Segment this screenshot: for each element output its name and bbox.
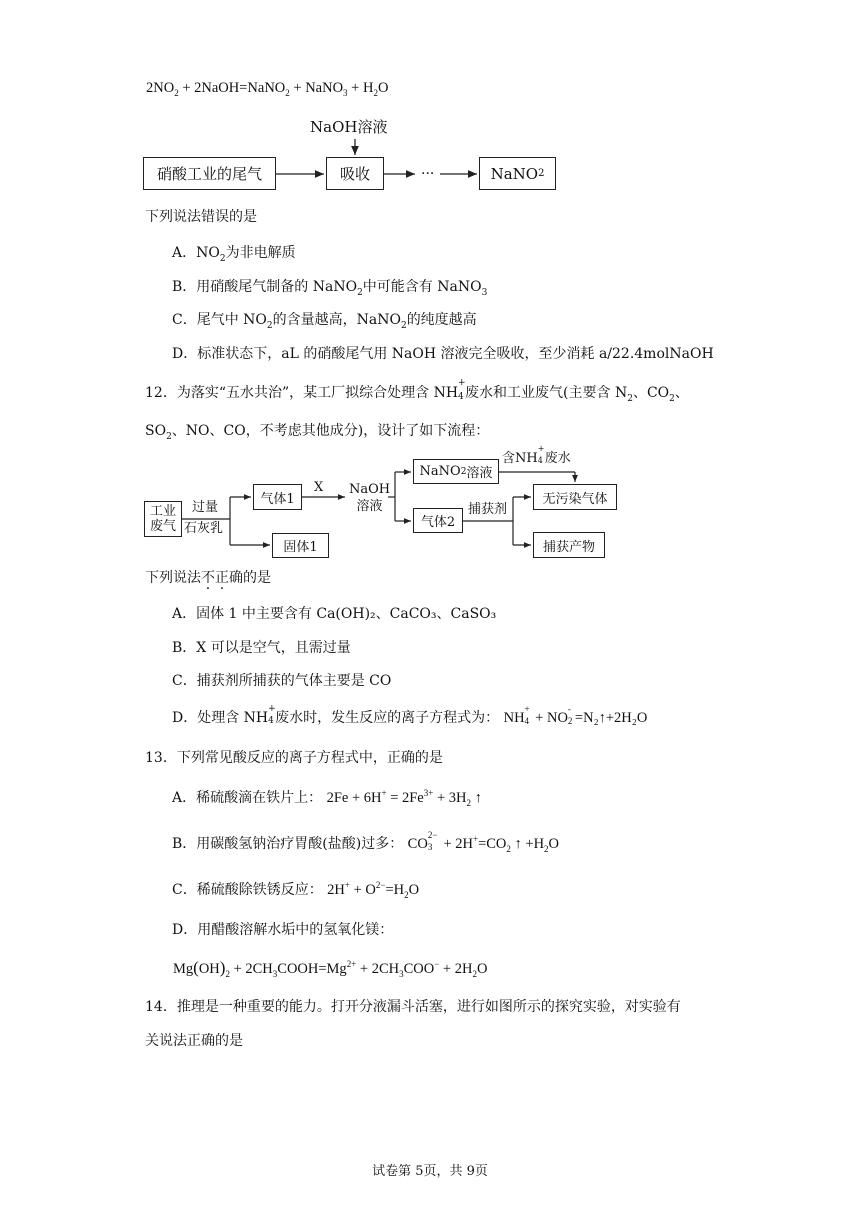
flow2-x-label: X	[314, 480, 324, 495]
flow1-nano2-box: NaNO 2	[479, 157, 556, 190]
q14-line2: 关说法正确的是	[145, 1033, 243, 1049]
flow1-naoh-label: NaOH溶液	[310, 118, 388, 136]
q12-option-a[interactable]: A．固体 1 中主要含有 Ca(OH)₂、CaCO₃、CaSO₃	[172, 606, 497, 622]
q13-option-c[interactable]: C．稀硫酸除铁锈反应： $2H^+ + O^{2-}=H_2O$	[172, 880, 420, 900]
page-footer: 试卷第 5页，共 9页	[372, 1164, 488, 1179]
q13-option-d[interactable]: D．用醋酸溶解水垢中的氢氧化镁：	[172, 922, 394, 938]
q12-line1: 12．为落实“五水共治”，某工厂拟综合处理含 NH + 4 废水和工业废气(主要含 $N_2$、$CO_2$、	[145, 378, 689, 404]
flow2-nh4-wastewater-label: 含NH + 4 废水	[502, 444, 571, 466]
q11-option-a[interactable]: A．$NO_2$为非电解质	[172, 245, 296, 264]
flow2-industrial-gas-box: 工业 废气	[144, 501, 182, 537]
q11-stem: 下列说法错误的是	[145, 209, 257, 225]
flow1-absorb-box: 吸收	[326, 157, 384, 190]
flow2-nonpolluting-gas-box: 无污染气体	[533, 484, 617, 510]
flow2-solid1-box: 固体1	[272, 533, 329, 558]
flow2-naoh-label: NaOH 溶液	[349, 482, 391, 514]
q13-option-a[interactable]: A．稀硫酸滴在铁片上： $2Fe + 6H^+ = 2Fe^{3+} + 3H_2$ ↑	[172, 788, 482, 808]
q12-stem: 下列说法不正确的是	[145, 570, 271, 586]
flow2-nano2-box: NaNO 2 溶液	[413, 459, 499, 484]
flow2-capture-product-box: 捕获产物	[533, 532, 605, 558]
q13-stem: 13．下列常见酸反应的离子方程式中，正确的是	[145, 750, 443, 766]
flow1-ellipsis: ···	[421, 166, 435, 182]
q14-line1: 14．推理是一种重要的能力。打开分液漏斗活塞，进行如图所示的探究实验，对实验有	[145, 999, 681, 1015]
q12-option-b[interactable]: B．X 可以是空气，且需过量	[172, 640, 351, 656]
flow1-tail-gas-box: 硝酸工业的尾气	[143, 157, 276, 190]
flow2-gas2-box: 气体2	[413, 508, 463, 533]
q11-option-c[interactable]: C．尾气中 $NO_2$的含量越高，NaNO$_2$的纯度越高	[172, 312, 477, 331]
flow2-lime-label: 石灰乳	[184, 521, 224, 536]
flow2-excess-label: 过量	[192, 500, 219, 515]
flow2-gas1-box: 气体1	[253, 484, 302, 510]
flow2-capture-agent-label: 捕获剂	[468, 502, 508, 517]
q13-option-d-equation: $Mg(OH)_2$ + $2CH_3COOH=Mg^{2+} + 2CH_3COO^- + 2H_2O$	[173, 958, 488, 979]
q12-option-d[interactable]: D．处理含 NH + 4 废水时，发生反应的离子方程式为： NH + 4 + NO - 2 =N₂↑+2H₂O	[172, 704, 648, 726]
q12-line2: $SO_2$、NO、CO，不考虑其他成分)，设计了如下流程：	[145, 423, 490, 442]
q12-option-c[interactable]: C．捕获剂所捕获的气体主要是 CO	[172, 673, 392, 689]
q13-option-b[interactable]: B．用碳酸氢钠治疗胃酸(盐酸)过多： CO 2− 3 + $2H^+=CO_2$ ↑ $+H_2O$	[172, 830, 560, 854]
q11-option-b[interactable]: B．用硝酸尾气制备的 NaNO$_2$中可能含有 NaNO$_3$	[172, 279, 488, 298]
q11-option-d[interactable]: D．标准状态下，aL 的硝酸尾气用 NaOH 溶液完全吸收，至少消耗 a/22.4molNaOH	[172, 346, 714, 362]
top-equation: $2NO_2$ + 2NaOH=NaNO$_2$ + NaNO$_3$ + $H_2O$	[146, 80, 389, 98]
